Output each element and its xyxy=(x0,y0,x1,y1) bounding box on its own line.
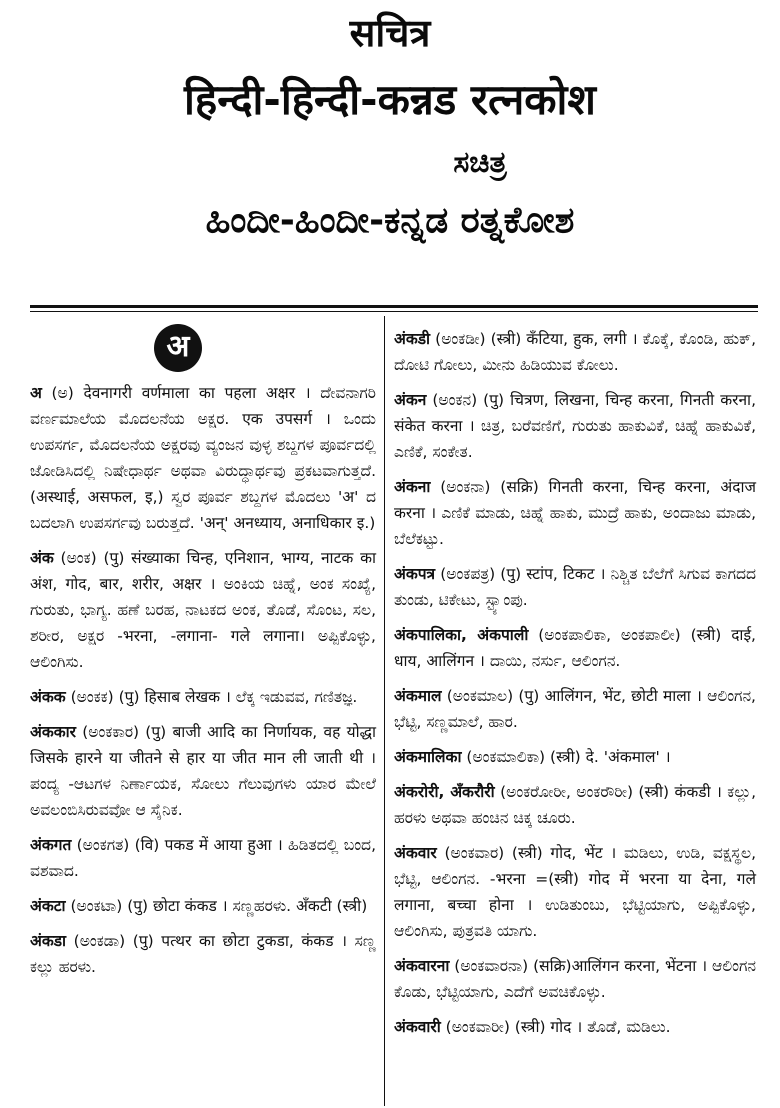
entry-definition: (ಅಂಕವಾರನಾ) (सक्रि)आलिंगन करना, भेंटना । ಆಲಿಂಗನ ಕೊಡು, ಭೆಟ್ಟಿಯಾಗು, ಎದೆಗೆ ಅವಚಿಕೊಳ್ಳು. xyxy=(394,957,756,1001)
left-column xyxy=(30,322,376,989)
entry-definition: (ಅಂಕಕಾರ) (पु) बाजी आदि का निर्णायक, वह योद्धा जिसके हारने या जीतने से हार या जीत मान ली जाती थी । ಪಂದ್ಯ -ಆಟಗಳ ನಿರ್ಣಾಯಕ, ಸೋಲು ಗೆಲುವುಗಳು ಯಾರ ಮೇಲೆ ಅವಲಂಬಿಸಿರುವವೋ ಆ ಸೈನಿಕ. xyxy=(30,723,376,819)
header-rule-thick xyxy=(30,305,758,308)
entry-definition: (ಅಂಕನಾ) (सक्रि) गिनती करना, चिन्ह करना, अंदाज करना । ಎಣಿಕೆ ಮಾಡು, ಚಿಹ್ನೆ ಹಾಕು, ಮುದ್ರೆ ಹಾಕು, ಅಂದಾಜು ಮಾಡು, ಬೆಲೆಕಟ್ಟು. xyxy=(394,478,756,548)
entry-headword: अंकन xyxy=(394,391,427,409)
entry-headword: अंकवार xyxy=(394,844,437,862)
title-hindi-sachitra: सचित्र xyxy=(349,11,431,55)
entry-headword: अंकपत्र xyxy=(394,565,436,583)
header-rule-thin xyxy=(30,311,758,312)
entry-headword: अंकमाल xyxy=(394,687,442,705)
dictionary-entry xyxy=(30,545,376,675)
dictionary-entry xyxy=(394,474,756,552)
dictionary-entry xyxy=(394,953,756,1005)
entry-headword: अंकगत xyxy=(30,836,72,854)
entry-definition: (ಅಂಕಪಾಲಿಕಾ, ಅಂಕಪಾಲೀ) (स्त्री) दाई, धाय, आलिंगन । ದಾಯಿ, ನರ್ಸು, ಆಲಿಂಗನ. xyxy=(394,626,756,670)
dictionary-entry xyxy=(394,561,756,613)
entry-headword: अंकरोरी, अँकरौरी xyxy=(394,783,495,801)
entry-headword: अंकक xyxy=(30,688,66,706)
entry-headword: अंकडा xyxy=(30,932,67,950)
entry-headword: अंक xyxy=(30,549,54,567)
entry-definition: (ಅಂಕಮಾಲ) (पु) आलिंगन, भेंट, छोटी माला । ಆಲಿಂಗನ, ಭೆಟ್ಟಿ, ಸಣ್ಣಮಾಲೆ, ಹಾರ. xyxy=(394,687,756,731)
entry-headword: अंककार xyxy=(30,723,77,741)
entry-headword: अ xyxy=(30,384,42,402)
dictionary-entry xyxy=(394,744,756,770)
entry-headword: अंकटा xyxy=(30,897,66,915)
dictionary-entry xyxy=(30,832,376,884)
dictionary-entry xyxy=(394,387,756,465)
entry-definition: (ಅಂಕವಾರೀ) (स्त्री) गोद । ತೊಡೆ, ಮಡಿಲು. xyxy=(440,1018,671,1036)
entry-headword: अंकवारना xyxy=(394,957,450,975)
dictionary-entry xyxy=(394,683,756,735)
dictionary-entry xyxy=(30,684,376,710)
entry-headword: अंकमालिका xyxy=(394,748,462,766)
entry-definition: (ಅಂಕಪತ್ರ) (पु) स्टांप, टिकट । ನಿಶ್ಚಿತ ಬೆಲೆಗೆ ಸಿಗುವ ಕಾಗದದ ತುಂಡು, ಟಿಕೇಟು, ಸ್ಟ್ಯಾಂಪು. xyxy=(394,565,756,609)
entry-definition: (ಅಂಕಕ) (पु) हिसाब लेखक । ಲೆಕ್ಕ ಇಡುವವ, ಗಣಿತಜ್ಞ. xyxy=(65,688,358,706)
dictionary-entry xyxy=(30,719,376,823)
entry-definition: (ಅಂಕರೋರೀ, ಅಂಕರೌರೀ) (स्त्री) कंकडी । ಕಲ್ಲು, ಹರಳು ಅಥವಾ ಹಂಚಿನ ಚಿಕ್ಕ ಚೂರು. xyxy=(394,783,756,827)
dictionary-entry xyxy=(30,893,376,919)
dictionary-entry xyxy=(394,326,756,378)
dictionary-entry xyxy=(394,1014,756,1040)
title-kannada-sachitra: ಸಚಿತ್ರ xyxy=(453,145,507,180)
entry-definition: (ಅಂಕ) (पु) संख्याका चिन्ह, एनिशान, भाग्य, नाटक का अंश, गोद, बार, शरीर, अक्षर । ಅಂಕಿಯ ಚಿಹ್ನೆ, ಅಂಕ ಸಂಖ್ಯೆ, ಗುರುತು, ಭಾಗ್ಯ. ಹಣೆ ಬರಹ, ನಾಟಕದ ಅಂಕ, ತೊಡೆ, ಸೊಂಟ, ಸಲ, ಶರೀರ, ಅಕ್ಷರ -भरना, -लगाना- गले लगाना। ಅಪ್ಪಿಕೊಳ್ಳು, ಆಲಿಂಗಿಸು. xyxy=(30,549,376,671)
dictionary-entry xyxy=(394,622,756,674)
entry-definition: (ಅಂಕಟಾ) (पु) छोटा कंकड । ಸಣ್ಣಹರಳು. अँकटी (स्त्री) xyxy=(65,897,368,915)
dictionary-entry xyxy=(394,779,756,831)
entry-definition: (ಅಂಕವಾರ) (स्त्री) गोद, भेंट । ಮಡಿಲು, ಉಡಿ, ವಕ್ಷಸ್ಥಲ, ಭೆಟ್ಟಿ, ಆಲಿಂಗನ. -भरना =(स्त्री) गोद में भरना या देना, गले लगाना, बच्चा होना । ಉಡಿತುಂಬು, ಭೆಟ್ಟಿಯಾಗು, ಅಪ್ಪಿಕೊಳ್ಳು, ಆಲಿಂಗಿಸು, ಪುತ್ರವತಿ ಯಾಗು. xyxy=(394,844,756,940)
entry-definition: (ಅಂಕಡೀ) (स्त्री) कँटिया, हुक, लगी । ಕೊಕ್ಕೆ, ಕೊಂಡಿ, ಹುಕ್, ದೋಟಿ ಗೋಲು, ಮೀನು ಹಿಡಿಯುವ ಕೋಲು. xyxy=(394,330,756,374)
entry-headword: अंकपालिका, अंकपाली xyxy=(394,626,529,644)
column-divider xyxy=(384,316,385,1106)
title-hindi-main: हिन्दी-हिन्दी-कन्नड रत्नकोश xyxy=(184,75,596,124)
dictionary-entry xyxy=(30,380,376,536)
entry-definition: (ಅಂಕಗತ) (वि) पकड में आया हुआ । ಹಿಡಿತದಲ್ಲಿ ಬಂದ, ವಶವಾದ. xyxy=(30,836,376,880)
entry-headword: अंकना xyxy=(394,478,431,496)
entry-definition: (ಅ) देवनागरी वर्णमाला का पहला अक्षर । ದೇವನಾಗರಿ ವರ್ಣಮಾಲೆಯ ಮೊದಲನೆಯ ಅಕ್ಷರ. एक उपसर्ग । ಒಂದು ಉಪಸರ್ಗ, ಮೊದಲನೆಯ ಅಕ್ಷರವು ವ್ಯಂಜನ ವುಳ್ಳ ಶಬ್ದಗಳ ಪೂರ್ವದಲ್ಲಿ ಜೋಡಿಸಿದಲ್ಲಿ ನಿಷೇಧಾರ್ಥ ಅಥವಾ ವಿರುದ್ಧಾರ್ಥವು ಪ್ರಕಟವಾಗುತ್ತದೆ. (अस्थाई, असफल, इ,) ಸ್ವರ ಪೂರ್ವ ಶಬ್ದಗಳ ಮೊದಲು 'अ' ದ ಬದಲಾಗಿ ಉಪಸರ್ಗವು ಬರುತ್ತದೆ. 'अन्' अनध्याय, अनाधिकार इ.) xyxy=(30,384,376,532)
dictionary-entry xyxy=(394,840,756,944)
entry-headword: अंकवारी xyxy=(394,1018,441,1036)
section-letter-badge: अ xyxy=(154,324,202,372)
entry-definition: (ಅಂಕಡಾ) (पु) पत्थर का छोटा टुकडा, कंकड । ಸಣ್ಣ ಕಲ್ಲು ಹರಳು. xyxy=(30,932,376,976)
entry-definition: (ಅಂಕಮಾಲಿಕಾ) (स्त्री) दे. 'अंकमाल' । xyxy=(461,748,671,766)
entry-definition: (ಅಂಕನ) (पु) चित्रण, लिखना, चिन्ह करना, गिनती करना, संकेत करना । ಚಿತ್ರ, ಬರೆವಣಿಗೆ, ಗುರುತು ಹಾಕುವಿಕೆ, ಚಿಹ್ನೆ ಹಾಕುವಿಕೆ, ಎಣಿಕೆ, ಸಂಕೇತ. xyxy=(394,391,756,461)
right-column xyxy=(394,326,756,1049)
entry-headword: अंकडी xyxy=(394,330,431,348)
title-kannada-main: ಹಿಂದೀ-ಹಿಂದೀ-ಕನ್ನಡ ರತ್ನಕೋಶ xyxy=(205,200,575,241)
dictionary-entry xyxy=(30,928,376,980)
